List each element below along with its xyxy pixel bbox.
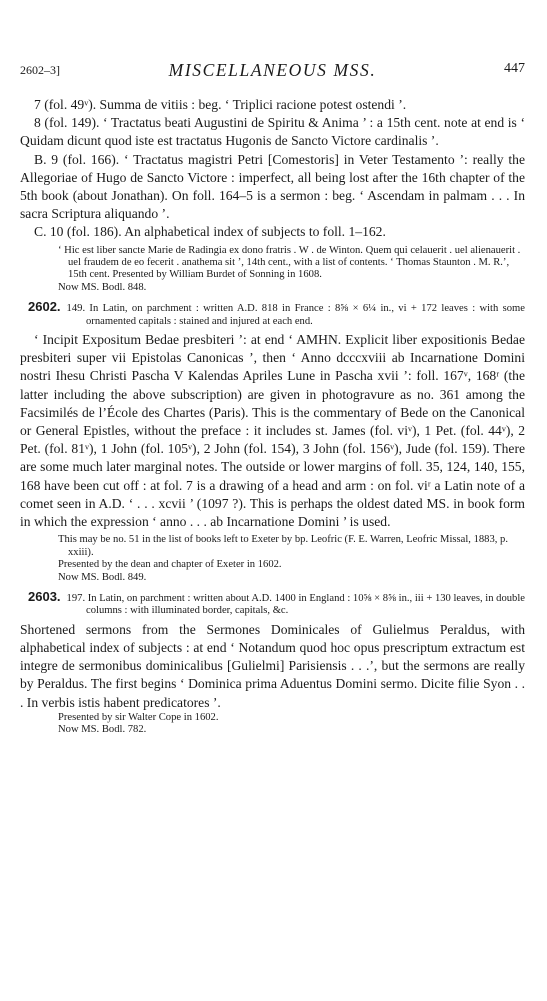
page-number: 447: [504, 61, 525, 76]
entry-header-2603: [28, 588, 525, 618]
shelfmark-note: Now MS. Bodl. 849.: [58, 571, 147, 583]
provenance-note: ‘ Hic est liber sancte Marie de Radingia ex dono fratris . W . de Winton. Quem qui celauerit . uel alienauerit . uel fraudem de eo fecerit . anathema sit ’, 14th cent., with a list of contents. ‘ Thomas Staunton . M. R.’, 15th cent. Presented by William Burdet of Sonning in 1608.: [58, 244, 521, 281]
item-8-paragraph: 8 (fol. 149). ‘ Tractatus beati Augustini de Spiritu & Anima ’ : a 15th cent. note at end is ‘ Quidam dicunt quod iste est tractatus Hugonis de Sancto Victore cardinalis ’.: [20, 115, 525, 149]
item-b9-paragraph: B. 9 (fol. 166). ‘ Tractatus magistri Petri [Comestoris] in Veter Testamento ’: really the Allegoriae of Hugo de Sancto Victore : imperfect, all being lost after the 16th chapter of the 5th book (about Jonathan). On foll. 164–5 is a sermon : beg. ‘ Ascendam in palmam . . . In sacra Scriptura aliquando ’.: [20, 151, 525, 222]
shelfmark-note: Now MS. Bodl. 848.: [58, 281, 147, 293]
provenance-note: Presented by the dean and chapter of Exeter in 1602.: [58, 559, 282, 571]
header-range: 2602–3]: [20, 63, 60, 77]
item-7-paragraph: 7 (fol. 49ᵛ). Summa de vitiis : beg. ‘ Triplici racione potest ostendi ’.: [34, 97, 407, 112]
provenance-note: Presented by sir Walter Cope in 1602.: [58, 711, 219, 723]
item-c10-paragraph: C. 10 (fol. 186). An alphabetical index of subjects to foll. 1–162.: [34, 224, 386, 240]
running-header: [20, 60, 525, 80]
entry-header-2602: [28, 301, 525, 328]
description-paragraph: ‘ Incipit Expositum Bedae presbiteri ’: at end ‘ AMHN. Explicit liber expositionis Bedae presbiteri super vii Epistolas Canonicas ’, then ‘ Anno dcccxviii ab Incarnatione Domini nostri Ihesu Christi Pascha V Kalendas Apriles Lune in Pascha xvii ’: foll. 167ᵛ, 168ʳ (the latter including the above subscription) are given in photogravure as no. 361 among the Facsimilés de l’École des Chartes (Paris). This is the commentary of Bede on the Canonical or General Epistles, without the preface : it includes st. James (fol. viᵛ), 1 Pet. (fol. 44ᵛ), 2 Pet. (fol. 81ᵛ), 1 John (fol. 105ᵛ), 2 John (fol. 154), 3 John (fol. 156ᵛ), Jude (fol. 159). There are some much later marginal notes. The outside or lower margins of foll. 35, 124, 140, 155, 168 have been cut off : at fol. 7 is a drawing of a head and arm : on fol. viʳ a Latin note of a comet seen in A.D. ‘ . . . xcvii ’ (1097 ?). This is perhaps the oldest dated MS. in book form in which the expression ‘ anno . . . ab Incarnatione Domini ’ is used.: [20, 332, 525, 530]
entry-description: 197. In Latin, on parchment : written about A.D. 1400 in England : 10⅝ × 8⅝ in., iii + 130 leaves, in double columns : with illuminated border, capitals, &c.: [66, 592, 525, 617]
page-body: [20, 96, 525, 737]
shelfmark-note: Now MS. Bodl. 782.: [58, 724, 147, 736]
entry-number: 2603.: [28, 588, 61, 604]
description-paragraph: Shortened sermons from the Sermones Dominicales of Gulielmus Peraldus, with alphabetical index of subjects : at end ‘ Notandum quod hoc opus prescriptum extractum est integre de sermonibus dominicalibus [Gulielmi] Parisiensis . . .’, but the sermons are really by Peraldus. The first begins ‘ Dominica prima Aduentus Domini sermo. Dicite filie Syon . . . In verbis istis habent predicatores ’.: [20, 621, 525, 710]
entry-number: 2602.: [28, 299, 61, 315]
provenance-note: This may be no. 51 in the list of books left to Exeter by bp. Leofric (F. E. Warren, Leofric Missal, 1883, p. xxiii).: [58, 534, 509, 558]
page-title: MISCELLANEOUS MSS.: [168, 60, 377, 80]
entry-description: 149. In Latin, on parchment : written A.D. 818 in France : 8⅝ × 6¼ in., vi + 172 leaves : with some ornamented capitals : stained and injured at each end.: [66, 303, 525, 327]
